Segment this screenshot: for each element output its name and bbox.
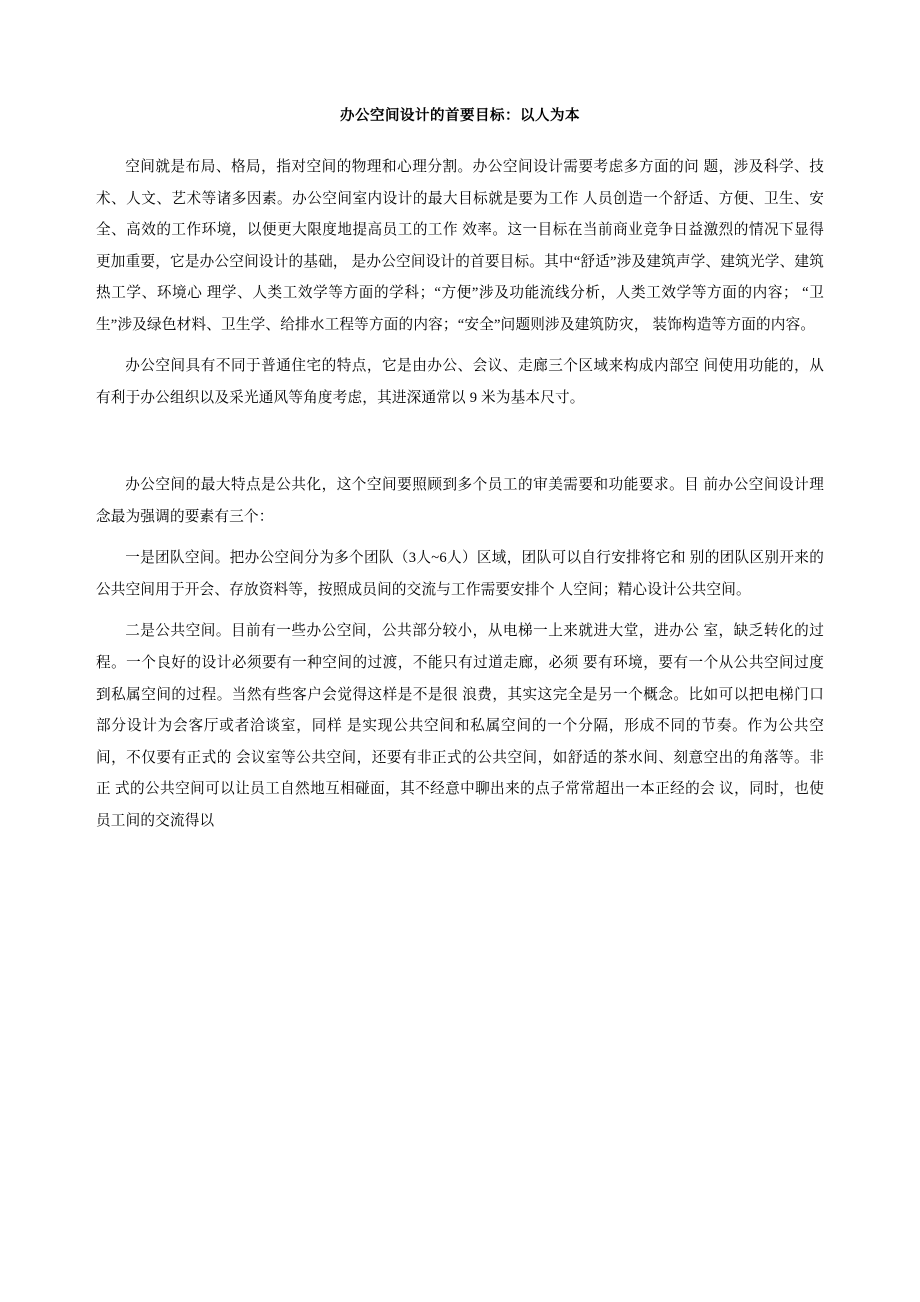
body-paragraph-2: 办公空间具有不同于普通住宅的特点，它是由办公、会议、走廊三个区域来构成内部空 间使用功能的，从有利于办公组织以及采光通风等角度考虑，其进深通常以 9 米为基本尺寸。	[96, 358, 824, 406]
body-paragraph-1: 空间就是布局、格局，指对空间的物理和心理分割。办公空间设计需要考虑多方面的问 题，涉及科学、技术、人文、艺术等诸多因素。办公空间室内设计的最大目标就是要为工作 人员创造一个舒适、方便、卫生、安全、高效的工作环境，以便更大限度地提高员工的工作 效率。这一目标在当前商业竞争日益激烈的情况下显得更加重要，它是办公空间设计的基础， 是办公空间设计的首要目标。其中“舒适”涉及建筑声学、建筑光学、建筑热工学、环境心 理学、人类工效学等方面的学科；“方便”涉及功能流线分析，人类工效学等方面的内容； “卫生”涉及绿色材料、卫生学、给排水工程等方面的内容；“安全”问题则涉及建筑防灾， 装饰构造等方面的内容。	[96, 159, 824, 333]
paragraph-spacer	[96, 424, 824, 470]
body-paragraph-4: 一是团队空间。把办公空间分为多个团队（3人~6人）区域，团队可以自行安排将它和 别的团队区别开来的公共空间用于开会、存放资料等，按照成员间的交流与工作需要安排个 人空间；精心设计公共空间。	[96, 550, 824, 598]
page-title: 办公空间设计的首要目标：以人为本	[340, 108, 580, 124]
body-paragraph-5: 二是公共空间。目前有一些办公空间，公共部分较小，从电梯一上来就进大堂，进办公 室，缺乏转化的过程。一个良好的设计必须要有一种空间的过渡，不能只有过道走廊，必须 要有环境，要有一个从公共空间过度到私属空间的过程。当然有些客户会觉得这样是不是很 浪费，其实这完全是另一个概念。比如可以把电梯门口部分设计为会客厅或者洽谈室，同样 是实现公共空间和私属空间的一个分隔，形成不同的节奏。作为公共空间，不仅要有正式的 会议室等公共空间，还要有非正式的公共空间，如舒适的茶水间、刻意空出的角落等。非正 式的公共空间可以让员工自然地互相碰面，其不经意中聊出来的点子常常超出一本正经的会 议，同时，也使员工间的交流得以	[96, 623, 824, 829]
body-paragraph-3: 办公空间的最大特点是公共化，这个空间要照顾到多个员工的审美需要和功能要求。目 前办公空间设计理念最为强调的要素有三个：	[96, 477, 824, 525]
